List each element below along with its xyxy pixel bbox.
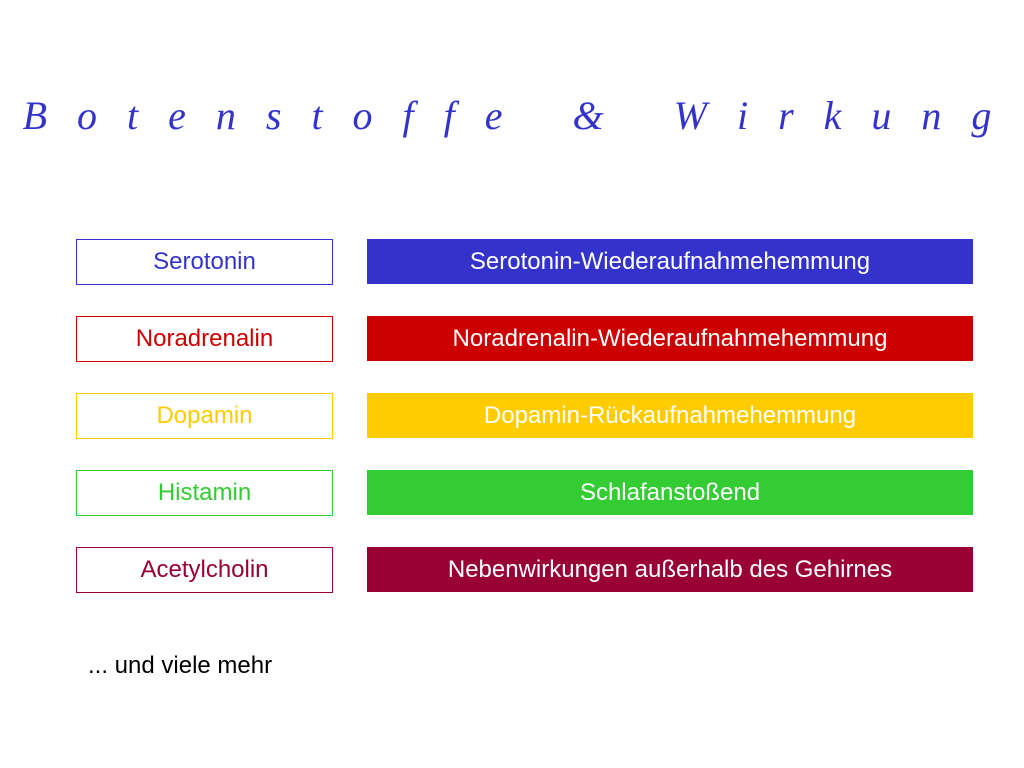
substance-label: Serotonin xyxy=(76,239,333,285)
effect-bar: Noradrenalin-Wiederaufnahmehemmung xyxy=(367,316,973,361)
substance-label: Acetylcholin xyxy=(76,547,333,593)
row-acetylcholin xyxy=(0,547,1024,593)
row-serotonin xyxy=(0,239,1024,285)
substance-label: Dopamin xyxy=(76,393,333,439)
row-noradrenalin xyxy=(0,316,1024,362)
substance-label: Noradrenalin xyxy=(76,316,333,362)
effect-bar: Dopamin-Rückaufnahmehemmung xyxy=(367,393,973,438)
slide-title: B o t e n s t o f f e & W i r k u n g xyxy=(22,93,1002,138)
substance-label: Histamin xyxy=(76,470,333,516)
effect-bar: Schlafanstoßend xyxy=(367,470,973,515)
row-histamin xyxy=(0,470,1024,516)
footer-note: ... und viele mehr xyxy=(88,652,273,679)
row-dopamin xyxy=(0,393,1024,439)
effect-bar: Serotonin-Wiederaufnahmehemmung xyxy=(367,239,973,284)
effect-bar: Nebenwirkungen außerhalb des Gehirnes xyxy=(367,547,973,592)
